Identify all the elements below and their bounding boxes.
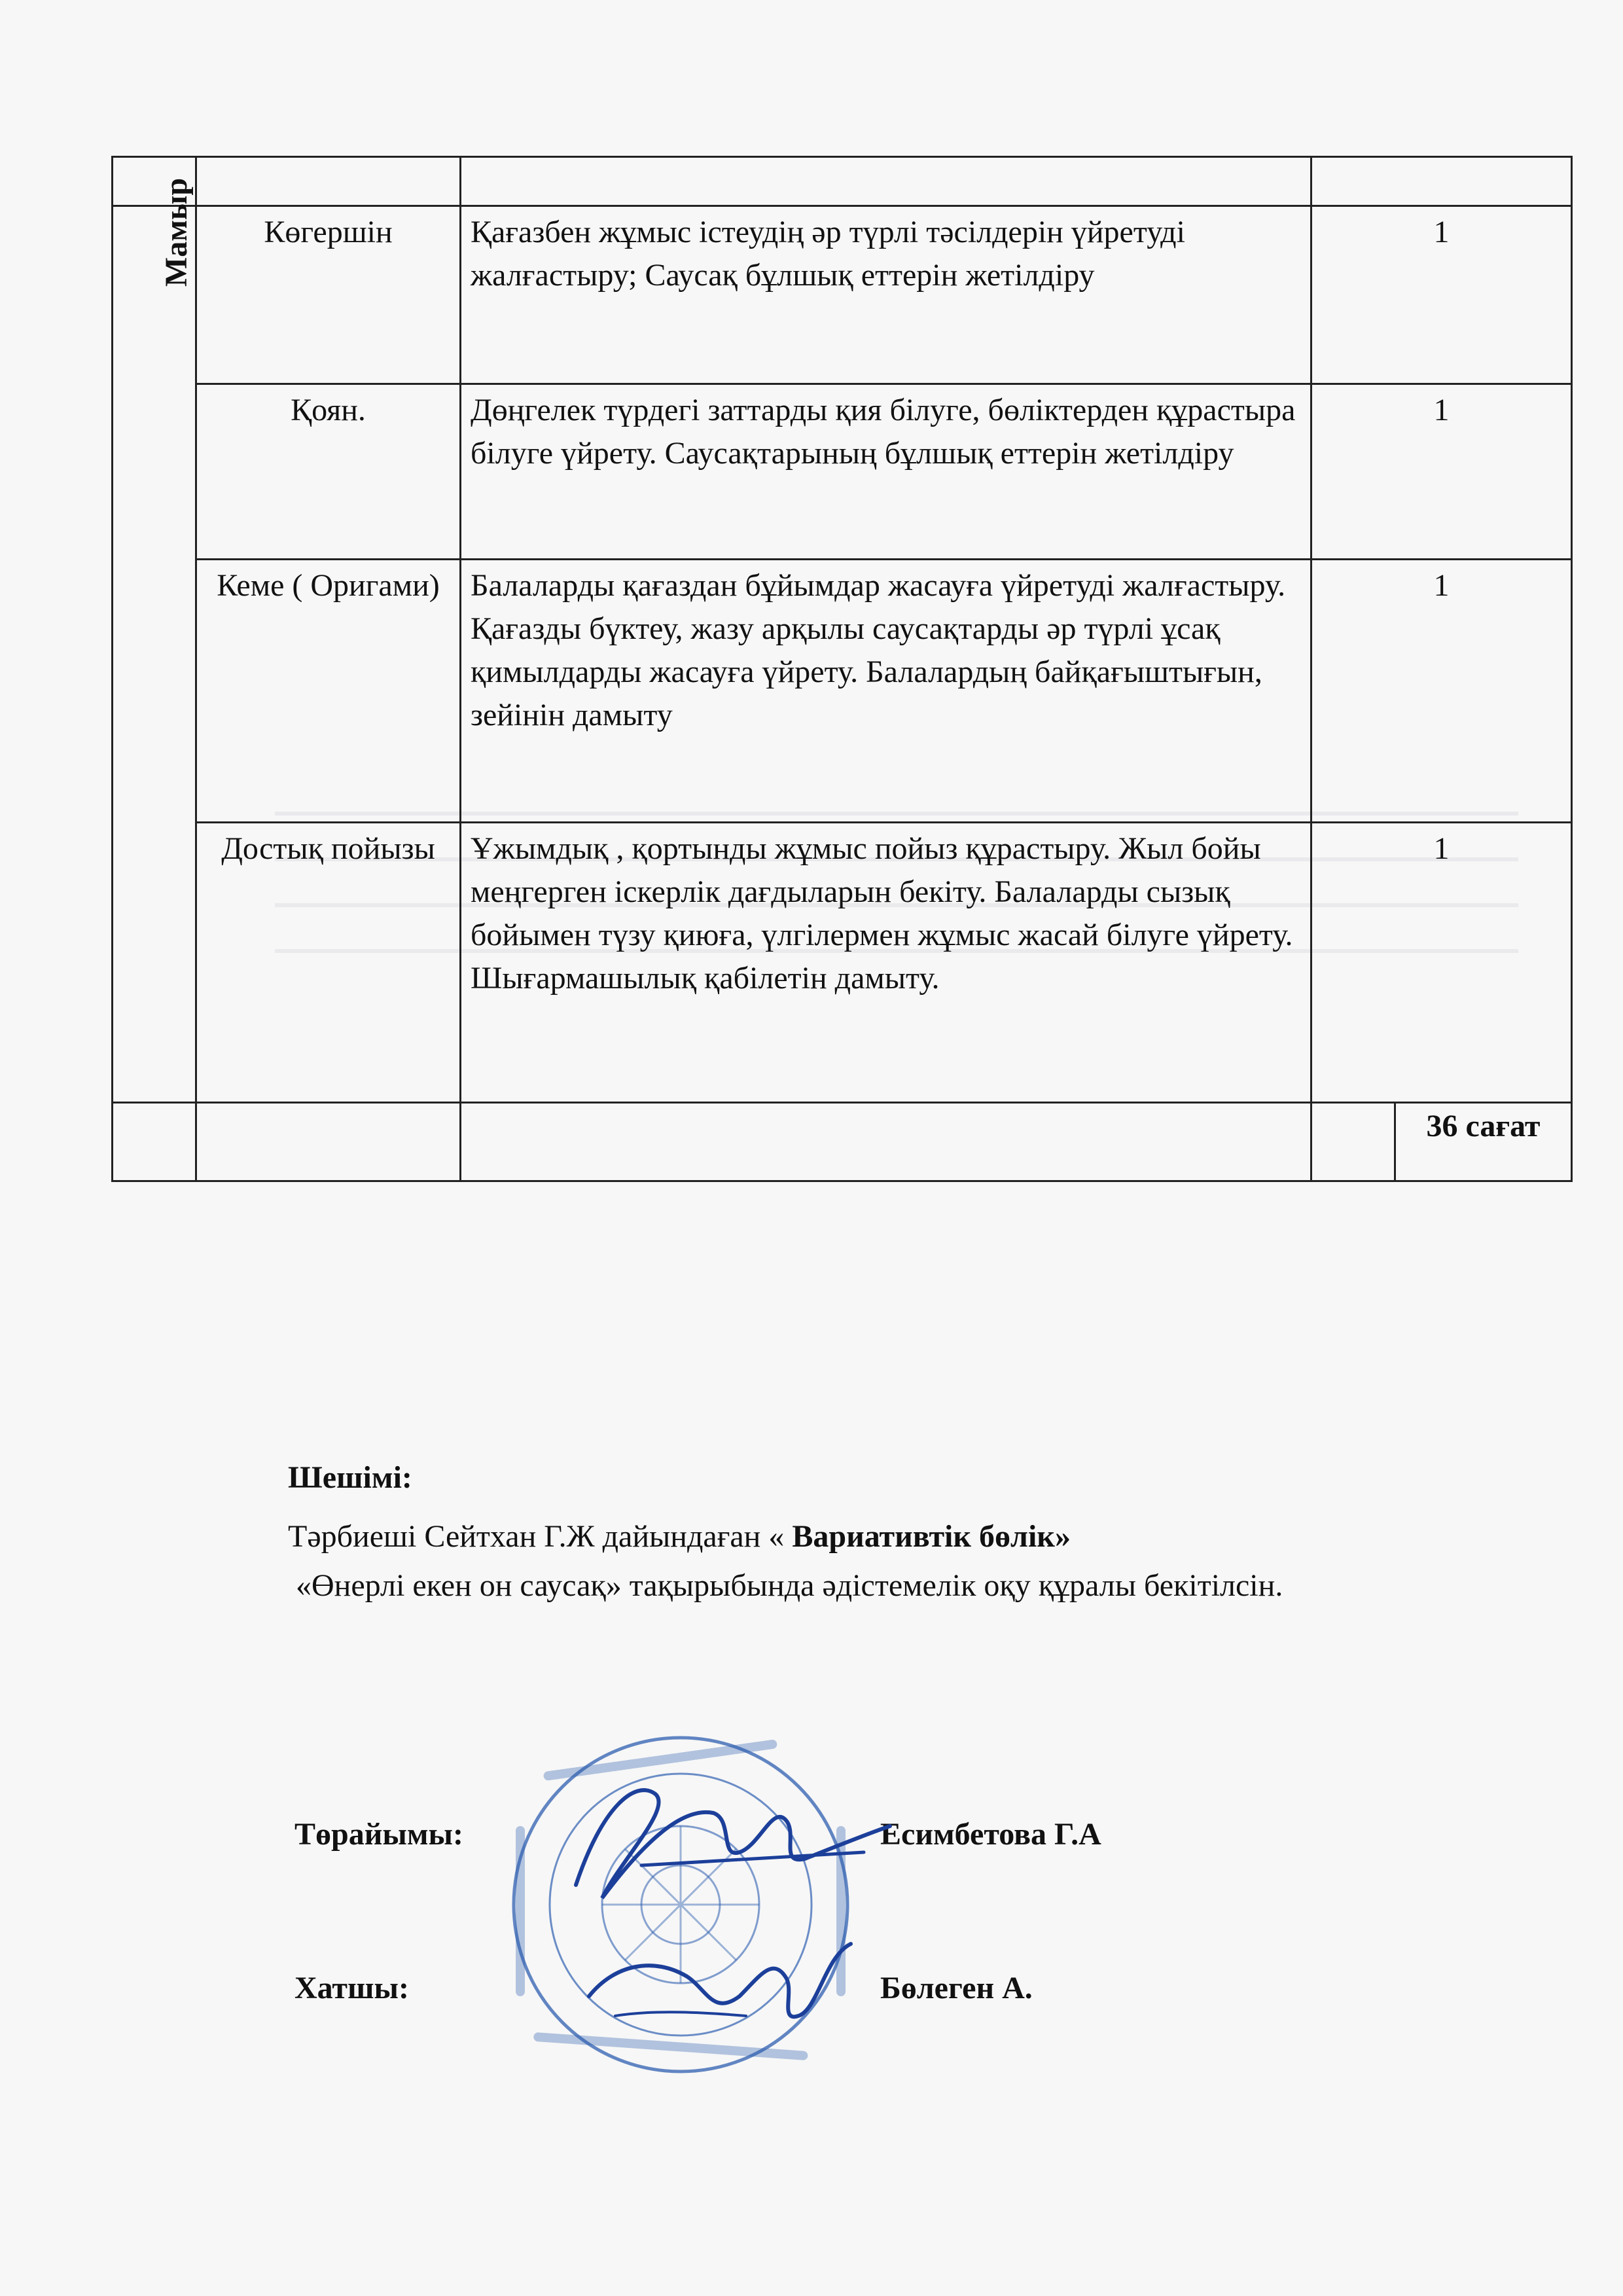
topic-cell: Достық пойызы <box>196 823 461 1103</box>
topic-cell: Қоян. <box>196 384 461 560</box>
decision-line-1-prefix: Тәрбиеші Сейтхан Г.Ж дайындаған « <box>288 1519 793 1554</box>
hours-cell: 1 <box>1311 560 1572 823</box>
month-cell <box>113 177 196 1103</box>
header-cell <box>1311 157 1572 206</box>
hours-cell: 1 <box>1311 384 1572 560</box>
table-header-row <box>113 157 1572 206</box>
total-row <box>113 1103 1572 1181</box>
curriculum-table <box>111 156 1573 1182</box>
empty-cell <box>461 1103 1311 1181</box>
header-cell <box>461 157 1311 206</box>
table-row <box>113 206 1572 384</box>
total-hours: 36 сағат <box>1395 1103 1572 1181</box>
chair-label: Төрайымы: <box>294 1817 463 1852</box>
hours-cell: 1 <box>1311 823 1572 1103</box>
empty-cell <box>113 1103 196 1181</box>
hours-cell: 1 <box>1311 206 1572 384</box>
decision-line-2: «Өнерлі екен он саусақ» тақырыбында әдістемелік оқу құралы бекітілсін. <box>296 1568 1283 1603</box>
chair-signature <box>563 1767 903 1918</box>
secretary-signature <box>576 1918 864 2049</box>
decision-heading: Шешімі: <box>288 1460 412 1495</box>
empty-cell <box>196 1103 461 1181</box>
secretary-name: Бөлеген А. <box>880 1971 1033 2005</box>
month-label: Мамыр <box>159 177 194 287</box>
content-cell: Балаларды қағаздан бұйымдар жасауға үйретуді жалғастыру. Қағазды бүктеу, жазу арқылы саусақтарды әр түрлі ұсақ қимылдарды жасауға үйрету. Балалардың байқағыштығын, зейінін дамыту <box>461 560 1311 823</box>
table-row <box>113 823 1572 1103</box>
chair-name: Есимбетова Г.А <box>880 1817 1101 1852</box>
decision-line-1 <box>288 1518 1071 1554</box>
topic-cell: Кеме ( Оригами) <box>196 560 461 823</box>
header-cell <box>196 157 461 206</box>
content-cell: Қағазбен жұмыс істеудің әр түрлі тәсілдерін үйретуді жалғастыру; Саусақ бұлшық еттерін жетілдіру <box>461 206 1311 384</box>
content-cell: Ұжымдық , қортынды жұмыс пойыз құрастыру. Жыл бойы меңгерген іскерлік дағдыларын бекіту. Балаларды сызық бойымен түзу қиюға, үлгілермен жұмыс жасай білуге үйрету. Шығармашылық қабілетін дамыту. <box>461 823 1311 1103</box>
secretary-label: Хатшы: <box>294 1971 409 2005</box>
table-row <box>113 560 1572 823</box>
table-row <box>113 384 1572 560</box>
content-cell: Дөңгелек түрдегі заттарды қия білуге, бөліктерден құрастыра білуге үйрету. Саусақтарының бұлшық еттерін жетілдіру <box>461 384 1311 560</box>
empty-cell <box>1311 1103 1395 1181</box>
topic-cell: Көгершін <box>196 206 461 384</box>
decision-line-1-bold: Вариативтік бөлік» <box>792 1519 1071 1554</box>
